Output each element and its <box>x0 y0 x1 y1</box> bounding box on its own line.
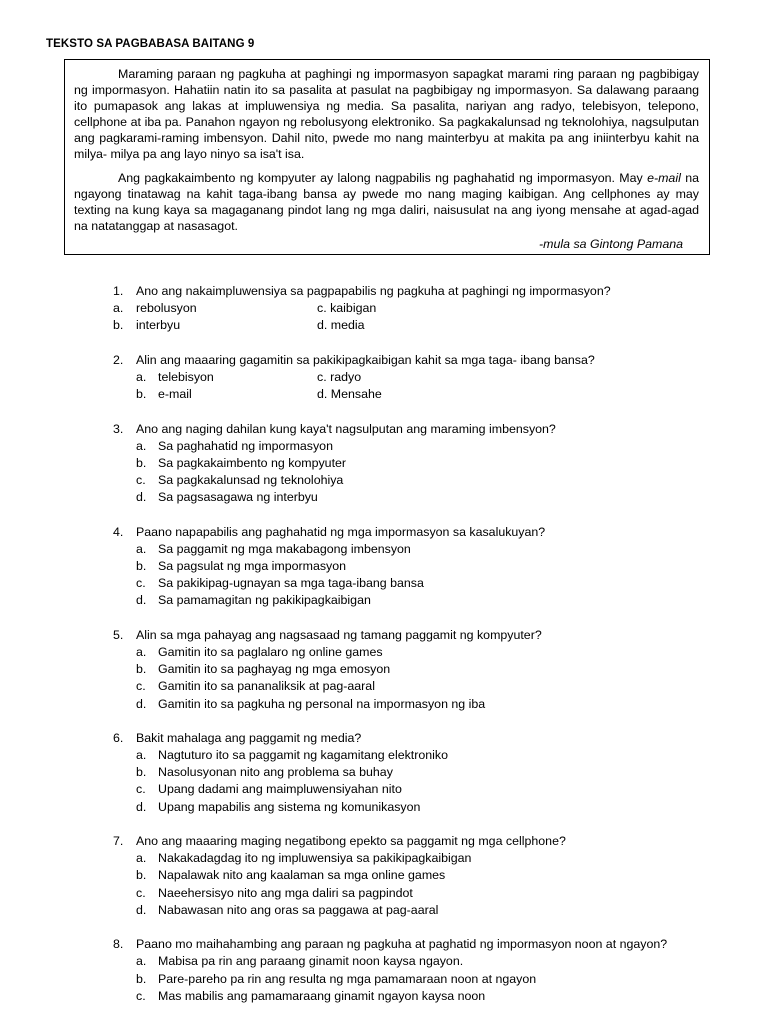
option-text: media <box>330 318 365 333</box>
option-letter: c. <box>136 679 146 694</box>
question-2 <box>0 352 768 404</box>
question-text: Ano ang nakaimpluwensiya sa pagpapabilis ng pagkuha at paghingi ng impormasyon? <box>136 284 611 298</box>
option-row <box>0 953 768 970</box>
option-letter: b. <box>136 662 147 677</box>
option-row <box>0 885 768 902</box>
option-row <box>0 317 768 334</box>
option-letter: a. <box>113 301 124 316</box>
option-letter: a. <box>136 851 147 866</box>
option-letter: b. <box>136 868 147 883</box>
question-line <box>0 730 768 747</box>
option-letter: c. <box>136 782 146 797</box>
option-letter: c. <box>317 301 327 316</box>
option-letter: d. <box>317 318 328 333</box>
passage-source: -mula sa Gintong Pamana <box>539 237 683 251</box>
option-text: Gamitin ito sa paglalaro ng online games <box>158 644 383 659</box>
passage-paragraph-2 <box>74 170 699 234</box>
option-row <box>0 558 768 575</box>
option-text: radyo <box>330 369 362 384</box>
option-letter: d. <box>136 490 147 505</box>
question-text: Paano mo maihahambing ang paraan ng pagkuha at paghatid ng impormasyon noon at ngayon? <box>136 937 668 952</box>
question-number: 8. <box>113 937 124 952</box>
option-text: Nakakadagdag ito ng impluwensiya sa pakikipagkaibigan <box>158 851 472 866</box>
option-text: Pare-pareho pa rin ang resulta ng mga pamamaraan noon at ngayon <box>158 971 537 986</box>
option-text: Nabawasan nito ang oras sa paggawa at pag-aaral <box>158 902 439 917</box>
question-line <box>0 421 768 438</box>
option-row <box>0 661 768 678</box>
option-right-column <box>317 317 365 334</box>
question-line <box>0 524 768 541</box>
option-text: Sa pamamagitan ng pakikipagkaibigan <box>158 593 371 608</box>
question-8 <box>0 936 768 1005</box>
option-row <box>0 489 768 506</box>
option-letter: c. <box>136 473 146 488</box>
option-text: Mas mabilis ang pamamaraang ginamit ngayon kaysa noon <box>158 988 486 1003</box>
question-text: Ano ang maaaring maging negatibong epekto sa paggamit ng mga cellphone? <box>136 834 566 848</box>
option-text: Sa paggamit ng mga makabagong imbensyon <box>158 541 411 556</box>
option-row <box>0 747 768 764</box>
option-row <box>0 764 768 781</box>
option-text: Napalawak nito ang kaalaman sa mga online games <box>158 868 446 883</box>
option-letter: a. <box>136 954 147 969</box>
question-line <box>0 352 768 369</box>
question-number: 4. <box>113 524 124 539</box>
question-text: Alin sa mga pahayag ang nagsasaad ng tamang paggamit ng kompyuter? <box>136 627 542 642</box>
passage-paragraph-2-start: Ang pagkakaimbento ng kompyuter ay lalong nagpabilis ng paghahatid ng impormasyon. May <box>118 171 648 185</box>
option-right-column <box>317 300 376 317</box>
option-text: kaibigan <box>330 301 377 316</box>
option-row <box>0 867 768 884</box>
option-letter: b. <box>136 455 147 470</box>
question-number: 7. <box>113 834 124 848</box>
option-row <box>0 455 768 472</box>
option-row <box>0 902 768 919</box>
question-list <box>0 283 768 1022</box>
option-letter: d. <box>136 799 147 814</box>
question-7 <box>0 833 768 919</box>
question-number: 6. <box>113 730 124 745</box>
passage-email-term: e-mail <box>647 171 681 185</box>
option-letter: c. <box>136 576 146 591</box>
option-text: Sa pagsasagawa ng interbyu <box>158 490 318 505</box>
question-6 <box>0 730 768 816</box>
question-4 <box>0 524 768 610</box>
reading-passage-box <box>64 59 710 255</box>
option-text: Mensahe <box>330 387 382 402</box>
option-text: Nasolusyonan nito ang problema sa buhay <box>158 765 393 780</box>
question-line <box>0 936 768 953</box>
option-row <box>0 575 768 592</box>
question-line <box>0 833 768 850</box>
option-text: Sa paghahatid ng impormasyon <box>158 438 333 453</box>
option-letter: d. <box>136 696 147 711</box>
option-letter: b. <box>136 559 147 573</box>
option-letter: a. <box>136 438 147 453</box>
option-text: Gamitin ito sa pananaliksik at pag-aaral <box>158 679 375 694</box>
option-text: rebolusyon <box>136 301 197 316</box>
option-text: interbyu <box>136 318 181 333</box>
option-right-column <box>317 386 382 403</box>
option-row <box>0 386 768 403</box>
question-number: 3. <box>113 421 124 436</box>
option-letter: b. <box>113 318 124 333</box>
option-text: e-mail <box>158 387 192 402</box>
option-letter: b. <box>136 971 147 986</box>
option-row <box>0 678 768 695</box>
option-letter: a. <box>136 369 147 384</box>
option-row <box>0 850 768 867</box>
option-row <box>0 781 768 798</box>
passage-paragraph-1: Maraming paraan ng pagkuha at paghingi ng impormasyon sapagkat marami ring paraan ng pagbibigay ng impormasyon. Hahatiin natin ito sa pasalita at pasulat na pagbibigay ng impormasyon. Sa dalawang paraang ito pumapasok ang lakas at impluwensiya ng media. Sa pasalita, nariyan ang radyo, telebisyon, telepono, cellphone at iba pa. Panahon ngayon ng rebolusyong elektroniko. Sa pagkakalunsad ng teknolohiya, nagsulputan ang pagkarami-raming imbensyon. Dahil nito, pwede mo nang mainterbyu at makita pa ang iniinterbyu kahit na milya- milya pa ang layo ninyo sa isa't isa. <box>74 67 699 161</box>
option-text: Sa pagkakaimbento ng kompyuter <box>158 455 347 470</box>
option-text: Gamitin ito sa pagkuha ng personal na impormasyon ng iba <box>158 696 486 711</box>
option-row <box>0 300 768 317</box>
option-letter: c. <box>136 988 146 1003</box>
option-text: Upang mapabilis ang sistema ng komunikasyon <box>158 799 421 814</box>
option-row <box>0 971 768 988</box>
option-row <box>0 696 768 713</box>
option-row <box>0 472 768 489</box>
option-row <box>0 369 768 386</box>
option-row <box>0 644 768 661</box>
question-line <box>0 283 768 300</box>
option-letter: c. <box>136 885 146 900</box>
question-1 <box>0 283 768 335</box>
option-letter: a. <box>136 748 147 763</box>
option-letter: d. <box>136 593 147 608</box>
option-row <box>0 799 768 816</box>
question-3 <box>0 421 768 507</box>
question-number: 2. <box>113 352 124 367</box>
option-text: telebisyon <box>158 369 214 384</box>
option-letter: d. <box>317 387 328 402</box>
question-line <box>0 627 768 644</box>
passage-paragraph-2-rest: na ngayong tinatawag na kahit taga-ibang bansa ay pwede mo nang maging kaibigan. Ang cellphones ay may texting na kung kaya sa magaganang pindot lang ng mga daliri, naisusulat na ang iyong mensahe at agad-agad na natatanggap at nasasagot. <box>74 171 699 233</box>
option-text: Naeehersisyo nito ang mga daliri sa pagpindot <box>158 885 413 900</box>
question-5 <box>0 627 768 713</box>
question-text: Alin ang maaaring gagamitin sa pakikipagkaibigan kahit sa mga taga- ibang bansa? <box>136 352 595 367</box>
worksheet-title: TEKSTO SA PAGBABASA BAITANG 9 <box>46 38 255 50</box>
question-number: 1. <box>113 284 124 298</box>
option-row <box>0 592 768 609</box>
option-letter: c. <box>317 369 327 384</box>
option-text: Mabisa pa rin ang paraang ginamit noon kaysa ngayon. <box>158 954 464 969</box>
question-number: 5. <box>113 627 124 642</box>
option-text: Upang dadami ang maimpluwensiyahan nito <box>158 782 402 797</box>
option-letter: b. <box>136 765 147 780</box>
option-row <box>0 988 768 1005</box>
option-text: Nagtuturo ito sa paggamit ng kagamitang elektroniko <box>158 748 448 763</box>
option-letter: a. <box>136 644 147 659</box>
question-text: Paano napapabilis ang paghahatid ng mga impormasyon sa kasalukuyan? <box>136 524 546 539</box>
option-letter: d. <box>136 902 147 917</box>
option-text: Sa pakikipag-ugnayan sa mga taga-ibang bansa <box>158 576 424 591</box>
option-letter: a. <box>136 541 147 556</box>
question-text: Ano ang naging dahilan kung kaya't nagsulputan ang maraming imbensyon? <box>136 421 556 436</box>
option-right-column <box>317 369 361 386</box>
option-text: Sa pagsulat ng mga impormasyon <box>158 559 347 573</box>
option-row <box>0 541 768 558</box>
option-text: Sa pagkakalunsad ng teknolohiya <box>158 473 344 488</box>
option-row <box>0 438 768 455</box>
option-letter: b. <box>136 387 147 402</box>
option-text: Gamitin ito sa paghayag ng mga emosyon <box>158 662 391 677</box>
question-text: Bakit mahalaga ang paggamit ng media? <box>136 730 362 745</box>
